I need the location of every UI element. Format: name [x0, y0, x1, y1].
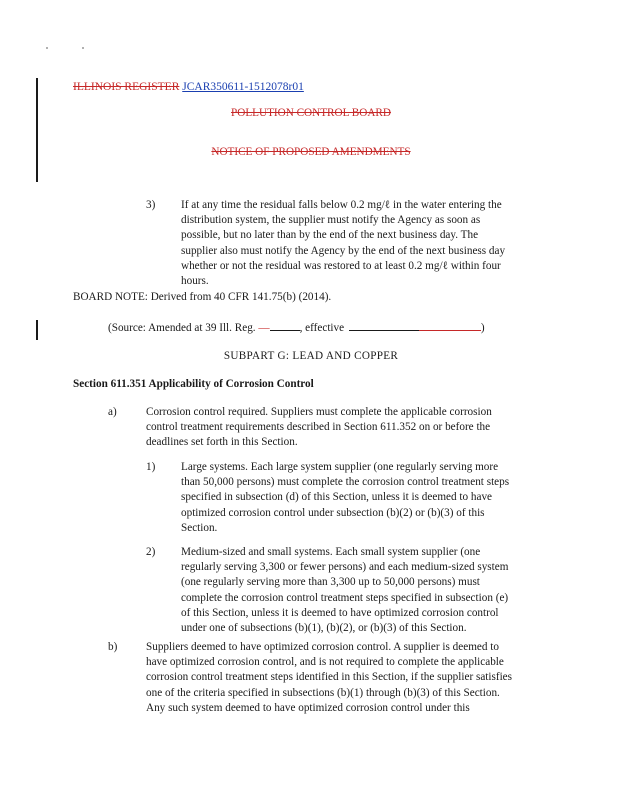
text-line: If at any time the residual falls below 0.2 mg/ℓ in the water entering the: [181, 199, 502, 211]
para-a-label: a): [108, 406, 117, 418]
text-line: Suppliers deemed to have optimized corrosion control. A supplier is deemed to: [146, 641, 499, 653]
text-line: complete the corrosion control treatment steps specified in subsection (e): [181, 591, 509, 604]
source-line: [108, 320, 485, 336]
source-prefix: (Source: Amended at 39 Ill. Reg.: [108, 322, 256, 334]
source-suffix: ): [480, 322, 485, 334]
text-line: hours.: [181, 275, 209, 288]
effective-date-blank-red: [419, 320, 481, 331]
change-bar: [36, 320, 38, 340]
register-struck-text: ILLINOIS REGISTER: [73, 81, 180, 93]
text-line: optimized corrosion control under subsection (b)(2) or (b)(3) of this: [181, 506, 485, 519]
text-line: deadlines set forth in this Section.: [146, 436, 298, 449]
text-line: regularly serving 3,300 or fewer persons) and each medium-sized system: [181, 561, 509, 574]
para-a1-label: 1): [146, 461, 156, 473]
text-line: have optimized corrosion control, and is not required to complete the applicable: [146, 656, 504, 669]
para-b-label: b): [108, 641, 118, 653]
register-header: [73, 80, 304, 95]
text-line: one of the criteria specified in subsections (b)(1) through (b)(3) of this Section.: [146, 686, 500, 699]
para-a-body: [146, 405, 586, 451]
scan-speck: [46, 47, 48, 49]
text-line: whether or not the residual was restored to at least 0.2 mg/ℓ within four: [181, 259, 501, 272]
text-line: (one regularly serving more than 3,300 up to 50,000 persons) must: [181, 576, 480, 589]
subpart-heading: SUBPART G: LEAD AND COPPER: [223, 350, 399, 362]
text-line: Section.: [181, 521, 218, 534]
register-inserted-text: JCAR350611-1512078r01: [182, 81, 304, 93]
notice-title: [0, 145, 622, 160]
text-line: supplier also must notify the Agency by the end of the next business day: [181, 244, 506, 257]
text-line: under one of subsections (b)(1), (b)(2), or (b)(3) of this Section.: [181, 622, 467, 635]
item-3-body: [181, 198, 581, 289]
text-line: Corrosion control required. Suppliers must complete the applicable corrosion: [146, 406, 492, 418]
notice-title-text: NOTICE OF PROPOSED AMENDMENTS: [211, 146, 411, 158]
effective-date-blank: [349, 320, 419, 331]
item-3-number: 3): [146, 199, 156, 211]
text-line: of this Section, unless it is deemed to have optimized corrosion control: [181, 606, 499, 619]
text-line: possible, but no later than by the end of the next business day. The: [181, 229, 479, 242]
board-title-text: POLLUTION CONTROL BOARD: [231, 107, 391, 119]
board-note: BOARD NOTE: Derived from 40 CFR 141.75(b) (2014).: [73, 291, 332, 303]
text-line: corrosion control treatment steps identified in this Section, if the supplier satisfies: [146, 671, 513, 684]
section-heading: Section 611.351 Applicability of Corrosion Control: [73, 378, 314, 390]
para-b-body: [146, 640, 591, 716]
board-title: [0, 106, 622, 121]
source-effective-label: , effective: [299, 322, 345, 334]
text-line: than 50,000 persons) must complete the corrosion control treatment steps: [181, 476, 510, 489]
para-a2-label: 2): [146, 546, 156, 558]
change-bar: [36, 78, 38, 182]
source-dash-red: —: [258, 322, 270, 334]
reg-page-blank: [270, 320, 300, 331]
scan-speck: [82, 47, 84, 49]
text-line: control treatment requirements described in Section 611.352 on or before the: [146, 421, 491, 434]
text-line: Medium-sized and small systems. Each small system supplier (one: [181, 546, 481, 558]
text-line: Any such system deemed to have optimized corrosion control under this: [146, 701, 470, 714]
para-a2-body: [181, 545, 591, 636]
text-line: distribution system, the supplier must notify the Agency as soon as: [181, 214, 481, 227]
para-a1-body: [181, 460, 591, 536]
text-line: specified in subsection (d) of this Section, unless it is deemed to have: [181, 491, 493, 504]
text-line: Large systems. Each large system supplier (one regularly serving more: [181, 461, 499, 473]
